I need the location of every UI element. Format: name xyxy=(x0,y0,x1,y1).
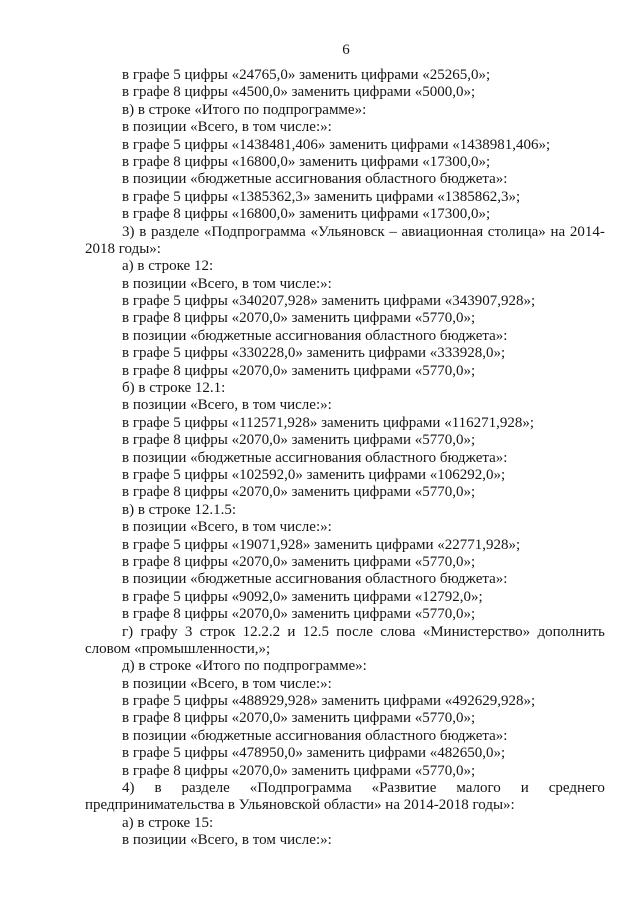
word: в xyxy=(139,223,147,240)
word: «Ульяновск xyxy=(310,223,385,240)
paragraph xyxy=(85,484,605,501)
word: 2014- xyxy=(569,223,605,240)
word: 3) xyxy=(122,223,135,240)
text-line xyxy=(85,224,605,241)
word: «Подпрограмма xyxy=(249,780,352,797)
word: слова xyxy=(380,623,416,640)
word: строк xyxy=(199,623,236,640)
text-line: в позиции «Всего, в том числе:»: xyxy=(122,675,332,692)
text-line: в позиции «бюджетные ассигнования областного бюджета»: xyxy=(122,449,508,466)
text-line: в позиции «бюджетные ассигнования областного бюджета»: xyxy=(122,327,508,344)
paragraph xyxy=(85,450,605,467)
paragraph xyxy=(85,328,605,345)
text-line: в графе 8 цифры «16800,0» заменить цифрами «17300,0»; xyxy=(122,206,491,223)
text-line: в позиции «бюджетные ассигнования областного бюджета»: xyxy=(122,571,508,588)
text-line: в графе 5 цифры «19071,928» заменить цифрами «22771,928»; xyxy=(122,536,521,553)
word: 12.5 xyxy=(302,623,329,640)
paragraph xyxy=(85,171,605,188)
text-line: в графе 8 цифры «4500,0» заменить цифрами «5000,0»; xyxy=(122,84,476,101)
text-line: словом «промышленности,»; xyxy=(85,640,271,657)
word: малого xyxy=(456,780,501,797)
page-number: 6 xyxy=(342,42,350,58)
text-line: в графе 8 цифры «2070,0» заменить цифрами «5770,0»; xyxy=(122,710,476,727)
paragraph xyxy=(85,293,605,310)
word: «Подпрограмма xyxy=(203,223,306,240)
paragraph xyxy=(85,537,605,554)
word: графу xyxy=(140,623,178,640)
text-line: в позиции «Всего, в том числе:»: xyxy=(122,275,332,292)
paragraph xyxy=(85,189,605,206)
text-line: в графе 8 цифры «2070,0» заменить цифрами «5770,0»; xyxy=(122,432,476,449)
text-line: в позиции «Всего, в том числе:»: xyxy=(122,397,332,414)
text-line: в графе 5 цифры «102592,0» заменить цифрами «106292,0»; xyxy=(122,466,506,483)
text-line: в графе 5 цифры «1385362,3» заменить цифрами «1385862,3»; xyxy=(122,188,521,205)
text-line: а) в строке 12: xyxy=(122,258,214,275)
text-line: в графе 8 цифры «2070,0» заменить цифрами «5770,0»; xyxy=(122,484,476,501)
text-line: предпринимательства в Ульяновской области» на 2014-2018 годы»: xyxy=(85,797,515,814)
text-line: 2018 годы»: xyxy=(85,240,161,257)
word: среднего xyxy=(548,780,605,797)
paragraph xyxy=(85,710,605,727)
word: – xyxy=(389,223,397,240)
paragraph xyxy=(85,676,605,693)
paragraph xyxy=(85,67,605,84)
paragraph xyxy=(85,745,605,762)
text-line: в графе 8 цифры «2070,0» заменить цифрами «5770,0»; xyxy=(122,310,476,327)
text-line: в графе 8 цифры «2070,0» заменить цифрами «5770,0»; xyxy=(122,762,476,779)
paragraph xyxy=(85,224,605,259)
text-line: в) в строке «Итого по подпрограмме»: xyxy=(122,101,367,118)
paragraph xyxy=(85,832,605,849)
text-line: в графе 5 цифры «1438481,406» заменить цифрами «1438981,406»; xyxy=(122,136,551,153)
word: 3 xyxy=(184,623,193,640)
word: авиационная xyxy=(401,223,484,240)
paragraph xyxy=(85,554,605,571)
word: и xyxy=(520,780,529,797)
text-line: в позиции «Всего, в том числе:»: xyxy=(122,519,332,536)
paragraph xyxy=(85,624,605,659)
document-body xyxy=(85,67,605,850)
paragraph xyxy=(85,345,605,362)
paragraph xyxy=(85,728,605,745)
paragraph xyxy=(85,137,605,154)
paragraph xyxy=(85,276,605,293)
paragraph xyxy=(85,102,605,119)
paragraph xyxy=(85,84,605,101)
text-line: в графе 8 цифры «16800,0» заменить цифрами «17300,0»; xyxy=(122,153,491,170)
text-line: в графе 5 цифры «330228,0» заменить цифрами «333928,0»; xyxy=(122,345,506,362)
text-line: а) в строке 15: xyxy=(122,814,214,831)
paragraph xyxy=(85,380,605,397)
paragraph xyxy=(85,571,605,588)
text-line: в графе 5 цифры «112571,928» заменить цифрами «116271,928»; xyxy=(122,414,535,431)
text-line: в графе 5 цифры «478950,0» заменить цифрами «482650,0»; xyxy=(122,745,506,762)
paragraph xyxy=(85,415,605,432)
paragraph xyxy=(85,467,605,484)
paragraph xyxy=(85,658,605,675)
paragraph xyxy=(85,606,605,623)
paragraph xyxy=(85,815,605,832)
text-line: в позиции «бюджетные ассигнования областного бюджета»: xyxy=(122,171,508,188)
paragraph xyxy=(85,206,605,223)
paragraph xyxy=(85,397,605,414)
paragraph xyxy=(85,780,605,815)
text-line: в) в строке 12.1.5: xyxy=(122,501,237,518)
paragraph xyxy=(85,154,605,171)
text-line xyxy=(85,624,605,641)
text-line: в графе 5 цифры «24765,0» заменить цифрами «25265,0»; xyxy=(122,67,491,83)
text-line: в позиции «Всего, в том числе:»: xyxy=(122,832,332,849)
word: столица» xyxy=(487,223,546,240)
text-line: в графе 8 цифры «2070,0» заменить цифрами «5770,0»; xyxy=(122,606,476,623)
text-line: в графе 5 цифры «9092,0» заменить цифрами «12792,0»; xyxy=(122,588,483,605)
word: в xyxy=(154,780,162,797)
word: разделе xyxy=(150,223,200,240)
word: «Развитие xyxy=(371,780,437,797)
text-line: б) в строке 12.1: xyxy=(122,380,226,397)
paragraph xyxy=(85,693,605,710)
word: разделе xyxy=(181,780,230,797)
paragraph xyxy=(85,258,605,275)
word: на xyxy=(550,223,566,240)
paragraph xyxy=(85,589,605,606)
paragraph xyxy=(85,763,605,780)
word: 4) xyxy=(122,780,135,797)
word: дополнить xyxy=(537,623,605,640)
word: после xyxy=(336,623,373,640)
paragraph xyxy=(85,310,605,327)
text-line: д) в строке «Итого по подпрограмме»: xyxy=(122,658,367,675)
paragraph xyxy=(85,519,605,536)
word: «Министерство» xyxy=(422,623,531,640)
text-line: в позиции «бюджетные ассигнования областного бюджета»: xyxy=(122,727,508,744)
word: г) xyxy=(122,623,134,640)
text-line: в графе 8 цифры «2070,0» заменить цифрами «5770,0»; xyxy=(122,362,476,379)
text-line: в графе 5 цифры «340207,928» заменить цифрами «343907,928»; xyxy=(122,293,536,310)
paragraph xyxy=(85,363,605,380)
paragraph xyxy=(85,119,605,136)
text-line xyxy=(85,780,605,797)
text-line: в позиции «Всего, в том числе:»: xyxy=(122,119,332,136)
text-line: в графе 8 цифры «2070,0» заменить цифрами «5770,0»; xyxy=(122,553,476,570)
paragraph xyxy=(85,432,605,449)
word: 12.2.2 xyxy=(242,623,281,640)
word: и xyxy=(287,623,296,640)
paragraph xyxy=(85,502,605,519)
text-line: в графе 5 цифры «488929,928» заменить цифрами «492629,928»; xyxy=(122,693,536,710)
